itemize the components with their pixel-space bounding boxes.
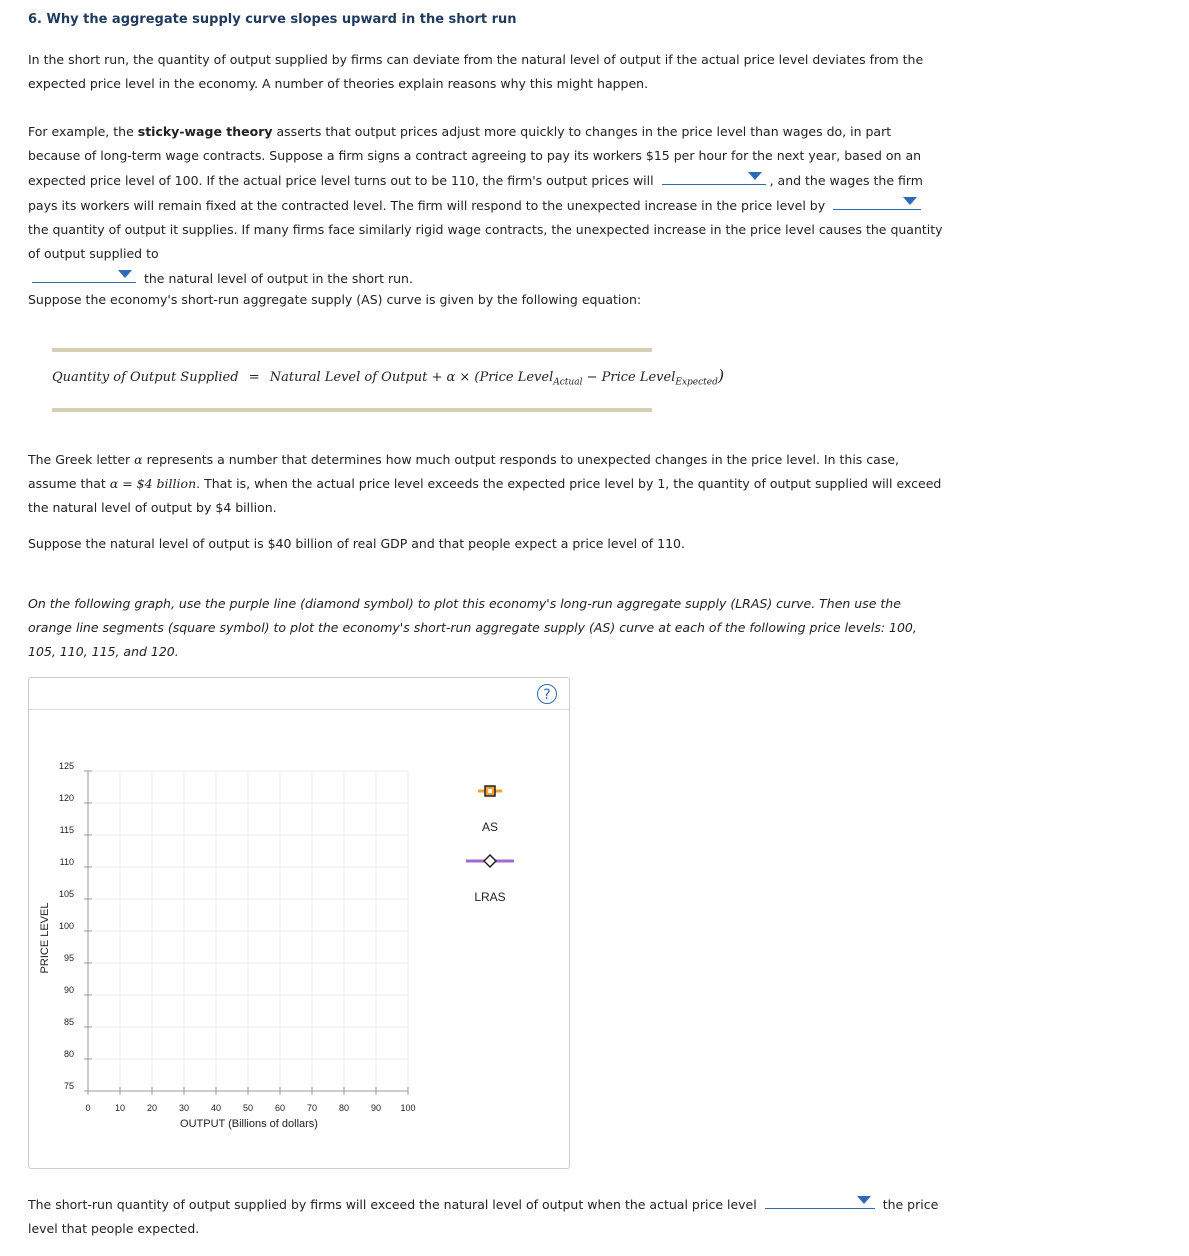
chevron-down-icon — [748, 172, 762, 180]
x-tick-label: 10 — [114, 1103, 126, 1113]
equation-equals: = — [248, 370, 260, 385]
as-tool-label: AS — [481, 820, 499, 834]
sticky-text-1: For example, the — [28, 124, 138, 139]
diamond-icon — [484, 855, 496, 867]
y-tick-label: 80 — [63, 1049, 74, 1059]
greek-text-1: The Greek letter — [28, 452, 135, 467]
price-comparison-dropdown[interactable] — [765, 1192, 875, 1209]
chevron-down-icon — [857, 1196, 871, 1204]
as-tool[interactable] — [478, 786, 502, 834]
y-tick-label: 105 — [58, 889, 74, 899]
lras-tool[interactable] — [466, 855, 514, 904]
help-icon[interactable]: ? — [537, 684, 557, 704]
sticky-text-5: the natural level of output in the short run. — [143, 271, 413, 286]
firm-response-dropdown[interactable] — [833, 193, 921, 210]
sticky-text-2: asserts that output prices adjust more quickly to changes in the price level than wages do, in part because of long-term wage contracts. Suppose a firm signs a contract agreeing to pay its workers $15 per hour for the next year, based on an expected price level of 100. If the actual price level turns out to be 110, the firm's output prices will — [28, 124, 922, 188]
sticky-text-3: , and the wages the firm pays its workers will remain fixed at the contracted level. The firm will respond to the unexpected increase in the price level by — [28, 173, 923, 213]
x-tick-label: 80 — [338, 1103, 350, 1113]
suppose-equation-text: Suppose the economy's short-run aggregate supply (AS) curve is given by the following equation: — [28, 292, 642, 307]
as-equation-box — [52, 348, 725, 412]
equation-minus: − Price Level — [582, 370, 676, 385]
square-icon-center — [488, 789, 492, 793]
y-axis-label: PRICE LEVEL — [39, 902, 51, 974]
natural-level-text: Suppose the natural level of output is $40 billion of real GDP and that people expect a price level of 110. — [28, 536, 685, 551]
equation-sub-expected: Expected — [675, 377, 718, 388]
greek-paragraph — [28, 448, 943, 520]
y-tick-label: 120 — [58, 793, 74, 803]
y-tick-label: 110 — [59, 857, 74, 867]
chevron-down-icon — [118, 270, 132, 278]
final-text-1: The short-run quantity of output supplied by firms will exceed the natural level of output when the actual price level — [28, 1197, 757, 1212]
alpha-value: α = $4 billion — [109, 476, 197, 491]
alpha-symbol: α — [134, 452, 143, 467]
as-lras-graph[interactable] — [29, 678, 569, 1168]
equation-lhs: Quantity of Output Supplied — [52, 370, 239, 385]
x-tick-label: 60 — [274, 1103, 286, 1113]
chevron-down-icon — [903, 197, 917, 205]
sticky-text-4: the quantity of output it supplies. If many firms face similarly rigid wage contracts, the unexpected increase in the price level causes the quantity of output supplied to — [28, 222, 943, 261]
y-tick-label: 100 — [58, 921, 74, 931]
final-text-2: the price level that people expected. — [28, 1197, 939, 1236]
intro-paragraph: In the short run, the quantity of output supplied by firms can deviate from the natural level of output if the actual price level deviates from the expected price level in the economy. A number of theories explain reasons why this might happen. — [28, 52, 924, 91]
final-question — [28, 1192, 943, 1241]
greek-text-3: . That is, when the actual price level exceeds the expected price level by 1, the quantity of output supplied will exceed the natural level of output by $4 billion. — [28, 476, 942, 515]
x-tick-label: 100 — [400, 1103, 416, 1113]
x-tick-label: 30 — [178, 1103, 190, 1113]
y-tick-label: 75 — [63, 1081, 74, 1091]
sticky-wage-paragraph — [28, 120, 943, 291]
greek-text-2: represents a number that determines how much output responds to unexpected changes in the price level. In this case, assume that — [28, 452, 899, 491]
x-tick-label: 50 — [242, 1103, 254, 1113]
x-tick-label: 40 — [210, 1103, 222, 1113]
equation-close: ) — [717, 366, 725, 385]
x-tick-label: 90 — [370, 1103, 382, 1113]
y-tick-label: 85 — [63, 1017, 74, 1027]
x-tick-label: 20 — [146, 1103, 158, 1113]
y-tick-label: 125 — [58, 761, 74, 771]
sticky-wage-term: sticky-wage theory — [137, 124, 273, 139]
output-prices-dropdown[interactable] — [662, 168, 766, 185]
graph-instructions: On the following graph, use the purple line (diamond symbol) to plot this economy's long-run aggregate supply (LRAS) curve. Then use the orange line segments (square symbol) to plot the economy's short-run aggregate supply (AS) curve at each of the following price levels: 100, 105, 110, 115, and 120. — [28, 596, 917, 659]
x-tick-label: 0 — [85, 1103, 91, 1113]
y-tick-label: 90 — [63, 985, 74, 995]
y-tick-label: 115 — [59, 825, 74, 835]
equation-sub-actual: Actual — [553, 377, 583, 388]
graph-panel — [28, 677, 570, 1169]
output-vs-natural-dropdown[interactable] — [32, 266, 136, 283]
lras-tool-label: LRAS — [474, 890, 506, 904]
question-title: 6. Why the aggregate supply curve slopes upward in the short run — [28, 12, 517, 27]
x-axis-label: OUTPUT (Billions of dollars) — [180, 1118, 318, 1130]
y-tick-label: 95 — [63, 953, 74, 963]
x-tick-label: 70 — [306, 1103, 318, 1113]
equation-rhs: Natural Level of Output + α × (Price Level — [269, 370, 554, 385]
as-equation — [52, 366, 724, 388]
